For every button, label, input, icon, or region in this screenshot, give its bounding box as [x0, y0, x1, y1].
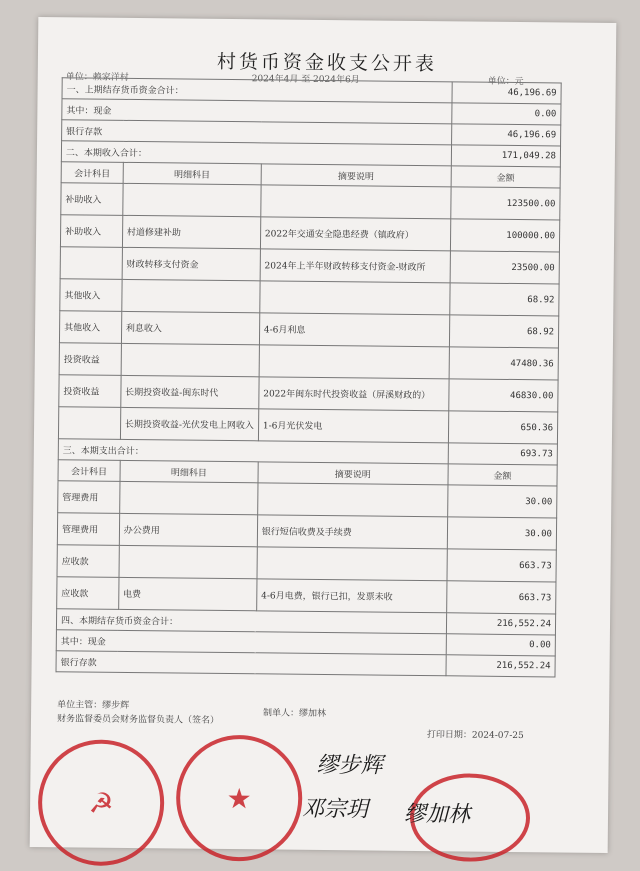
supervisor: 单位主管：缪步辉: [57, 700, 130, 711]
expense-row: [57, 577, 556, 614]
cell-c1: 管理费用: [57, 513, 119, 546]
row-label: 一、上期结存货币资金合计：: [62, 78, 452, 103]
cell-c4: 47480.36: [449, 347, 559, 380]
cell-c4: 金额: [451, 166, 561, 188]
cell-c2: [123, 183, 261, 216]
row-amount: 171,049.28: [451, 145, 561, 167]
star-icon: ★: [226, 781, 252, 815]
cell-c4: 123500.00: [450, 187, 560, 220]
income-row: [60, 247, 559, 284]
cell-c4: 663.73: [447, 549, 557, 582]
row-label: 四、本期结存货币资金合计：: [56, 609, 446, 634]
cell-c4: 663.73: [446, 581, 556, 614]
income-row: [60, 215, 559, 252]
row-label: 银行存款: [62, 120, 452, 145]
cell-c1: 其他收入: [59, 311, 121, 344]
expense-row: [57, 513, 556, 550]
row-amount: 693.73: [448, 443, 558, 465]
cell-c2: 财政转移支付资金: [122, 247, 260, 280]
cell-c1: 应收款: [57, 577, 119, 610]
cell-c3: [257, 547, 447, 581]
preparer: 制单人：缪加林: [263, 708, 327, 720]
expense-row: [58, 481, 557, 518]
cell-c4: 68.92: [449, 315, 559, 348]
cell-c4: 100000.00: [450, 219, 560, 252]
cell-c2: 明细科目: [123, 162, 261, 184]
unit-village: 单位：赖家洋村: [65, 72, 129, 83]
hammer-sickle-icon: ☭: [88, 786, 114, 820]
cell-c4: 650.36: [448, 411, 558, 444]
cell-c4: 金额: [448, 464, 558, 486]
cell-c1: 应收款: [57, 545, 119, 578]
cell-c2: [122, 279, 260, 312]
cell-c1: 其他收入: [60, 279, 122, 312]
document-title: 村货币资金收支公开表: [216, 50, 438, 76]
committee-signer: 财务监督委员会财务监督负责人（签名）: [56, 714, 220, 726]
cell-c3: [257, 483, 447, 517]
income-row: [59, 375, 558, 412]
cell-c2: 长期投资收益-光伏发电上网收入: [120, 407, 258, 440]
row-label: 其中：现金: [56, 630, 446, 655]
cell-c3: 4-6月电费，银行已扣，发票未收: [256, 579, 446, 613]
signature-2: 邓宗玥: [301, 796, 369, 823]
cell-c4: 68.92: [449, 283, 559, 316]
cell-c3: [260, 281, 450, 315]
cell-c4: 30.00: [447, 485, 557, 518]
row-label: 银行存款: [56, 651, 446, 676]
row-amount: 0.00: [446, 634, 556, 656]
cell-c1: 会计科目: [61, 162, 123, 184]
income-row: [60, 279, 559, 316]
cell-c3: 摘要说明: [258, 462, 448, 485]
cell-c2: 电费: [118, 577, 256, 610]
row-amount: 46,196.69: [452, 82, 562, 104]
cell-c3: 2022年闽东时代投资收益（屏溪财政的）: [259, 377, 449, 411]
row-amount: 216,552.24: [446, 613, 556, 635]
cell-c2: 长期投资收益-闽东时代: [121, 375, 259, 408]
party-branch-stamp: [37, 739, 164, 866]
cell-c4: 23500.00: [450, 251, 560, 284]
print-date: 打印日期：2024-07-25: [426, 730, 524, 742]
cell-c3: 2024年上半年财政转移支付资金-财政所: [260, 249, 450, 283]
expense-row: [57, 545, 556, 582]
cell-c2: [119, 481, 257, 514]
cell-c4: 46830.00: [448, 379, 558, 412]
cell-c2: 办公费用: [119, 513, 257, 546]
cell-c1: [58, 407, 120, 440]
income-row: [59, 311, 558, 348]
funds-table: [56, 77, 562, 677]
cell-c3: 银行短信收费及手续费: [257, 515, 447, 549]
cell-c2: 村道修建补助: [122, 215, 260, 248]
income-row: [59, 343, 558, 380]
cell-c2: [121, 343, 259, 376]
cell-c1: 管理费用: [58, 481, 120, 514]
period: 2024年4月 至 2024年6月: [251, 74, 360, 86]
row-label: 三、本期支出合计：: [58, 439, 448, 464]
signature-1: 缪步辉: [316, 752, 383, 779]
signature-3: 缪加林: [403, 801, 471, 828]
row-amount: 0.00: [451, 103, 561, 125]
income-row: [58, 407, 557, 444]
cell-c2: 明细科目: [120, 460, 258, 482]
row-amount: 46,196.69: [451, 124, 561, 146]
document-sheet: [30, 17, 617, 853]
cell-c3: [261, 185, 451, 219]
cell-c1: 会计科目: [58, 460, 120, 482]
cell-c3: 2022年交通安全隐患经费（镇政府）: [260, 217, 450, 251]
cell-c3: 摘要说明: [261, 164, 451, 187]
row-amount: 216,552.24: [446, 655, 556, 677]
row-label: 二、本期收入合计：: [61, 141, 451, 166]
closing-row: [56, 651, 555, 677]
cell-c3: 4-6月利息: [259, 313, 449, 347]
cell-c1: 补助收入: [61, 183, 123, 216]
income-row: [61, 183, 560, 220]
cell-c3: [259, 345, 449, 379]
cell-c1: [60, 247, 122, 280]
cell-c3: 1-6月光伏发电: [258, 409, 448, 443]
cell-c1: 投资收益: [59, 375, 121, 408]
cell-c4: 30.00: [447, 517, 557, 550]
row-label: 其中：现金: [62, 99, 452, 124]
cell-c1: 补助收入: [60, 215, 122, 248]
cell-c2: [119, 545, 257, 578]
cell-c1: 投资收益: [59, 343, 121, 376]
unit-currency: 单位：元: [487, 76, 524, 88]
village-committee-stamp: [176, 734, 303, 861]
cell-c2: 利息收入: [121, 311, 259, 344]
